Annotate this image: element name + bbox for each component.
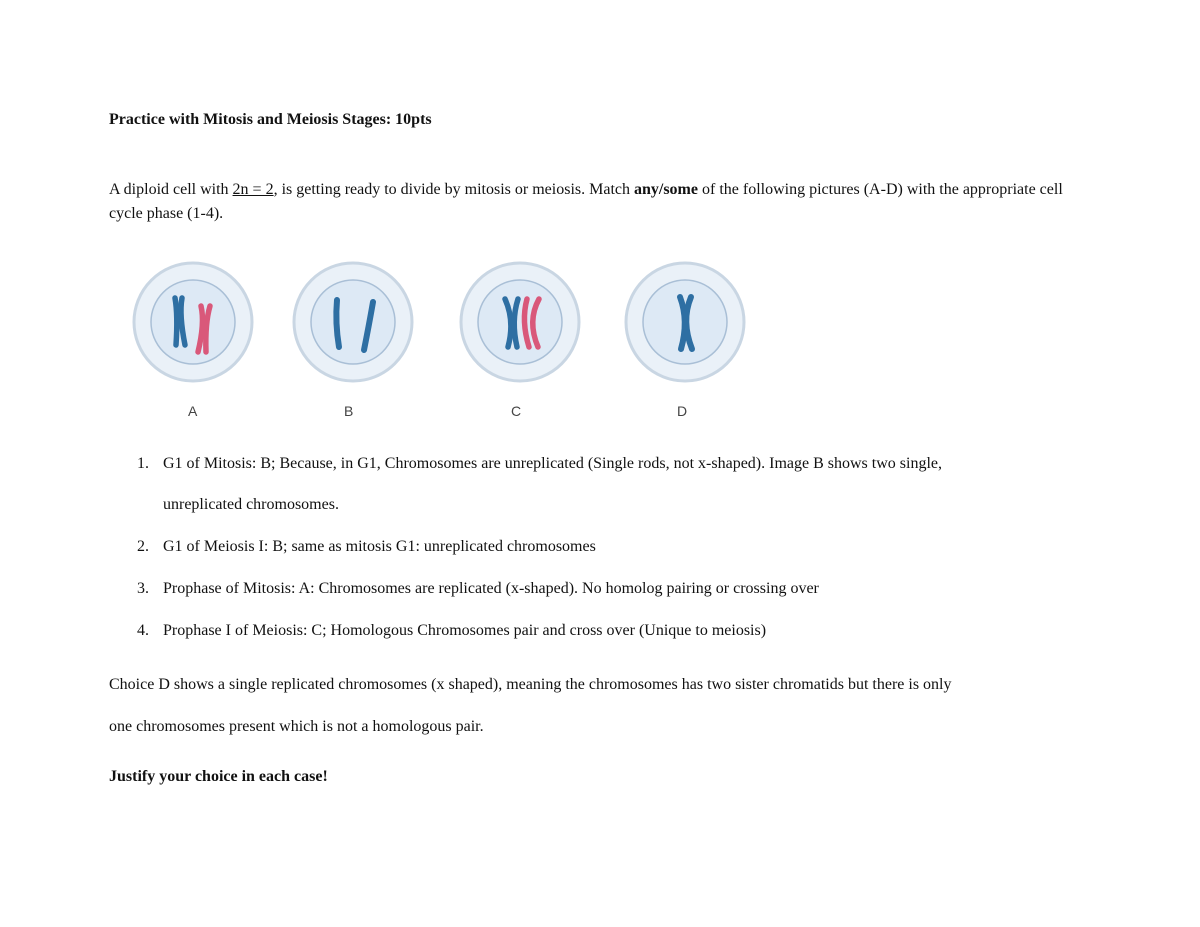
ploidy-value: 2n = 2 bbox=[232, 181, 274, 198]
label-b: B bbox=[344, 403, 354, 419]
list-item-text: Prophase of Mitosis: A: Chromosomes are replicated (x-shaped). No homolog pairing or crossing over bbox=[163, 580, 819, 597]
answer-list bbox=[110, 452, 1090, 661]
justify-instruction: Justify your choice in each case! bbox=[109, 768, 328, 785]
cell-diagram-figure bbox=[125, 255, 765, 425]
list-item-number: 3. bbox=[137, 580, 149, 597]
list-item-number: 1. bbox=[137, 455, 149, 472]
cell-b-nucleus bbox=[311, 280, 395, 364]
list-item bbox=[110, 535, 1090, 559]
choice-d-line2: one chromosomes present which is not a homologous pair. bbox=[109, 718, 484, 735]
label-a: A bbox=[188, 403, 198, 419]
cell-a bbox=[134, 263, 252, 419]
list-item bbox=[110, 619, 1090, 643]
cell-a-red-chromosome bbox=[198, 306, 210, 352]
intro-suffix: of the following pictures (A-D) with the appropriate cell cycle phase (1-4). bbox=[109, 181, 1063, 222]
list-item bbox=[110, 452, 1090, 517]
cell-d bbox=[626, 263, 744, 419]
list-item-text: G1 of Mitosis: B; Because, in G1, Chromosomes are unreplicated (Single rods, not x-shaped). Image B shows two single, bbox=[163, 455, 942, 472]
label-c: C bbox=[511, 403, 522, 419]
list-item-text: Prophase I of Meiosis: C; Homologous Chromosomes pair and cross over (Unique to meiosis) bbox=[163, 622, 767, 639]
choice-d-paragraph bbox=[109, 673, 1099, 739]
list-item-text: G1 of Meiosis I: B; same as mitosis G1: unreplicated chromosomes bbox=[163, 538, 596, 555]
cell-b bbox=[294, 263, 412, 419]
cell-a-nucleus bbox=[151, 280, 235, 364]
cell-c-nucleus bbox=[478, 280, 562, 364]
label-d: D bbox=[677, 403, 688, 419]
cell-diagram-svg bbox=[125, 255, 765, 425]
intro-prefix: A diploid cell with bbox=[109, 181, 233, 198]
list-item bbox=[110, 577, 1090, 601]
list-item-number: 4. bbox=[137, 622, 149, 639]
intro-emphasis: any/some bbox=[633, 181, 698, 198]
list-item-number: 2. bbox=[137, 538, 149, 555]
list-item-text-continued: unreplicated chromosomes. bbox=[163, 496, 339, 513]
cell-c bbox=[461, 263, 579, 419]
page-title: Practice with Mitosis and Meiosis Stages: 10pts bbox=[109, 111, 432, 128]
intro-middle: , is getting ready to divide by mitosis or meiosis. Match bbox=[273, 181, 634, 198]
intro-paragraph bbox=[109, 178, 1099, 226]
choice-d-line1: Choice D shows a single replicated chromosomes (x shaped), meaning the chromosomes has two sister chromatids but there is only bbox=[109, 676, 952, 693]
